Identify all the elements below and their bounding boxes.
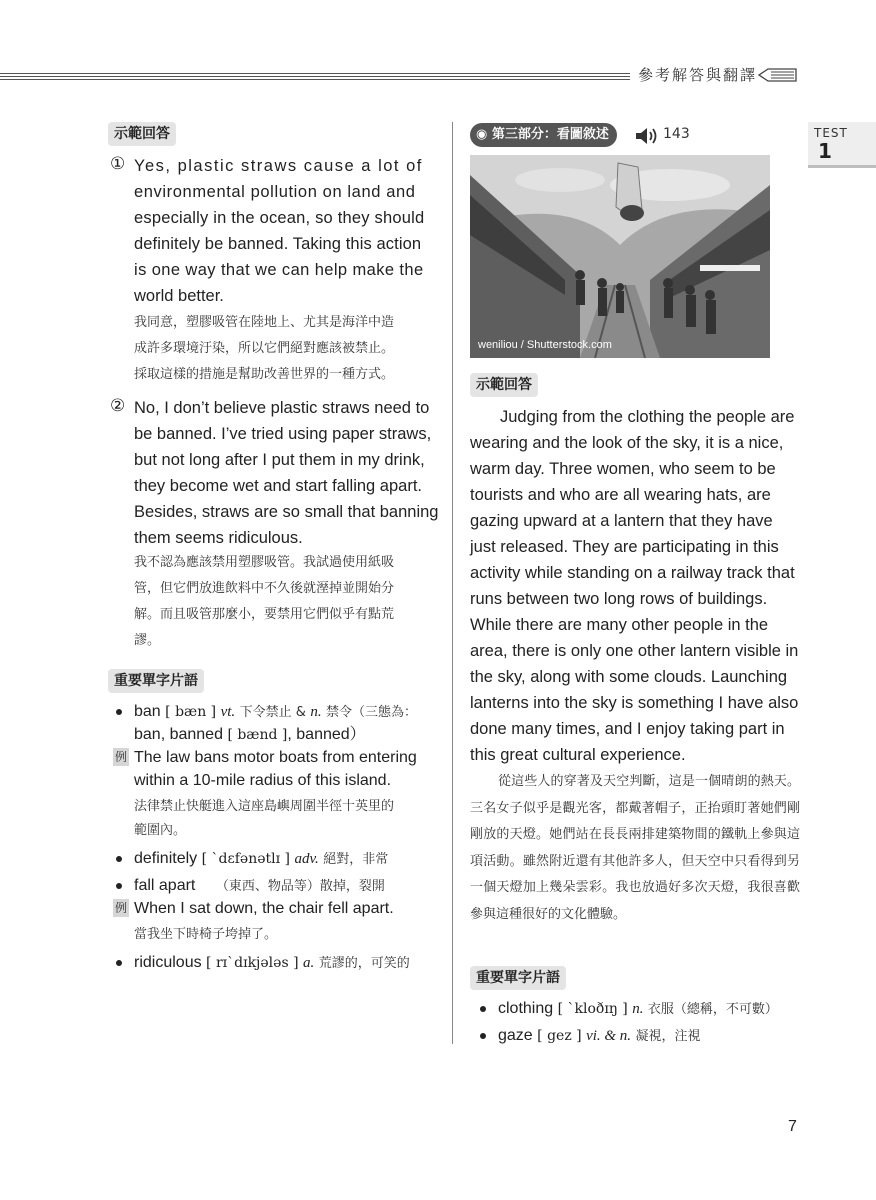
vocab-word: ban bbox=[134, 703, 161, 720]
speaker-icon[interactable] bbox=[634, 126, 660, 146]
example-en: The law bans motor boats from entering bbox=[134, 749, 417, 766]
vocab-forms-text: , banned） bbox=[287, 726, 366, 743]
lantern-photo bbox=[470, 155, 770, 358]
bullet bbox=[116, 883, 122, 889]
vocab-pos: vt. bbox=[220, 704, 236, 720]
vocab-ipa: [ gez ] bbox=[537, 1028, 582, 1044]
example-en: within a 10-mile radius of this island. bbox=[134, 772, 392, 789]
answer-number: ② bbox=[110, 396, 126, 416]
answer-zh-line: 成許多環境汙染，所以它們絕對應該被禁止。 bbox=[134, 341, 395, 356]
answer-en-line: be banned. I’ve tried using paper straws, bbox=[134, 425, 432, 443]
vocab-pos: vi. & n. bbox=[586, 1028, 632, 1044]
answer-zh-line: 解。而且吸管那麼小，要禁用它們似乎有點荒 bbox=[134, 607, 395, 622]
part-label-text: 第三部分：看圖敘述 bbox=[491, 127, 609, 142]
vocab-entry-gaze bbox=[498, 1024, 701, 1048]
answer-en-line: especially in the ocean, so they should bbox=[134, 209, 425, 227]
answer-paragraph-en: Judging from the clothing the people are wearing and the look of the sky, it is a nice, warm day. Three women, who seem to be tourists and who are all wearing hats, are gazing upward at a lantern that they have just released. They are participating in this activity while standing on a railway track that runs between two long rows of buildings. While there are many other people in the area, there is only one other lantern visible in the sky, along with some clouds. Launching lanterns into the sky is something I have also done many times, and I enjoy taking part in this great cultural experience. bbox=[470, 408, 799, 764]
answer-en-line: Besides, straws are so small that banning bbox=[134, 503, 439, 521]
vocab-entry-fall-apart bbox=[134, 874, 385, 898]
page-number: 7 bbox=[788, 1118, 797, 1135]
vocab-entry-clothing bbox=[498, 997, 778, 1021]
vocab-meaning: 荒謬的，可笑的 bbox=[318, 956, 410, 971]
vocab-pos: n. bbox=[632, 1001, 644, 1017]
vocab-entry-ban bbox=[134, 700, 417, 724]
answer-en-line: is one way that we can help make the bbox=[134, 261, 424, 279]
answer-zh-line: 我同意，塑膠吸管在陸地上、尤其是海洋中造 bbox=[134, 315, 395, 330]
vocab-ipa: [ ˋkloðɪŋ ] bbox=[557, 1001, 628, 1017]
answer-zh-line: 採取這樣的措施是幫助改善世界的一種方式。 bbox=[134, 367, 395, 382]
vocab-word: ridiculous bbox=[134, 954, 202, 971]
vocab-meaning: 絕對，非常 bbox=[323, 852, 389, 867]
bullet bbox=[116, 709, 122, 715]
vocab-ipa: [ bæn ] bbox=[165, 704, 217, 720]
answer-en-line: Yes, plastic straws cause a lot of bbox=[134, 157, 423, 175]
answer-paragraph-zh: 從這些人的穿著及天空判斷，這是一個晴朗的熱天。三名女子似乎是觀光客，都戴著帽子，正抬頭盯著她們剛剛放的天燈。她們站在長長兩排建築物間的鐵軌上參與這項活動。雖然附近還有其他許多人，但天空中只看得到另一個天燈加上幾朵雲彩。我也放過好多次天燈，我很喜歡參與這種很好的文化體驗。 bbox=[470, 774, 800, 922]
vocab-meaning: （東西、物品等）散掉，裂開 bbox=[215, 879, 385, 894]
example-en: When I sat down, the chair fell apart. bbox=[134, 900, 394, 917]
answer-en-line: they become wet and start falling apart. bbox=[134, 477, 422, 495]
vocab-ipa: [ rɪˋdɪkjələs ] bbox=[206, 955, 299, 971]
sample-answer-tag: 示範回答 bbox=[108, 122, 176, 146]
photo-credit: weniliou / Shutterstock.com bbox=[478, 339, 612, 351]
example-mark: 例 bbox=[114, 750, 127, 764]
vocab-entry-definitely bbox=[134, 847, 388, 871]
example-zh: 當我坐下時椅子垮掉了。 bbox=[134, 927, 278, 942]
example-zh: 法律禁止快艇進入這座島嶼周圍半徑十英里的 bbox=[134, 799, 395, 814]
vocab-entry-ridiculous bbox=[134, 951, 410, 975]
test-tab-number: 1 bbox=[818, 139, 832, 163]
example-zh: 範圍內。 bbox=[134, 823, 187, 838]
test-tab bbox=[808, 122, 876, 168]
vocab-word: clothing bbox=[498, 1000, 554, 1017]
bullet bbox=[480, 1006, 486, 1012]
bullet bbox=[480, 1033, 486, 1039]
answer-en-line: environmental pollution on land and bbox=[134, 183, 416, 201]
vocab-word: fall apart bbox=[134, 877, 196, 894]
part-three-label bbox=[470, 123, 617, 147]
vocab-meaning: 凝視，注視 bbox=[635, 1029, 701, 1044]
answer-en-line: world better. bbox=[134, 287, 224, 305]
answer-number: ① bbox=[110, 154, 126, 174]
track-number: 143 bbox=[663, 126, 690, 142]
vocab-tag: 重要單字片語 bbox=[108, 669, 204, 693]
answer-zh-line: 謬。 bbox=[134, 633, 161, 648]
column-divider bbox=[452, 122, 453, 1044]
vocab-meaning: 下令禁止 & bbox=[239, 705, 306, 720]
vocab-tag: 重要單字片語 bbox=[470, 966, 566, 990]
vocab-forms-text: ban, banned bbox=[134, 726, 223, 743]
bullet bbox=[116, 960, 122, 966]
answer-en-line: No, I don’t believe plastic straws need to bbox=[134, 399, 430, 417]
bullet bbox=[116, 856, 122, 862]
vocab-forms bbox=[134, 723, 366, 747]
vocab-meaning: 禁令（三態為： bbox=[326, 705, 418, 720]
vocab-pos: a. bbox=[303, 955, 315, 971]
photo-illustration bbox=[470, 155, 770, 358]
answer-en-line: them seems ridiculous. bbox=[134, 529, 303, 547]
answer-en-line: definitely be banned. Taking this action bbox=[134, 235, 422, 253]
vocab-word: gaze bbox=[498, 1027, 533, 1044]
vocab-pos: n. bbox=[310, 704, 322, 720]
pencil-icon bbox=[758, 68, 798, 82]
vocab-ipa: [ ˋdɛfənətlɪ ] bbox=[201, 851, 290, 867]
header-rule bbox=[0, 73, 630, 81]
section-title: 參考解答與翻譯 bbox=[638, 66, 758, 84]
answer-zh-line: 管，但它們放進飲料中不久後就溼掉並開始分 bbox=[134, 581, 395, 596]
answer-en-line: but not long after I put them in my drink, bbox=[134, 451, 425, 469]
sample-answer-tag: 示範回答 bbox=[470, 373, 538, 397]
vocab-meaning: 衣服（總稱，不可數） bbox=[647, 1002, 778, 1017]
answer-zh-line: 我不認為應該禁用塑膠吸管。我試過使用紙吸 bbox=[134, 555, 395, 570]
vocab-word: definitely bbox=[134, 850, 198, 867]
test-tab-label: TEST bbox=[814, 126, 848, 140]
target-icon: ◉ bbox=[476, 127, 492, 142]
vocab-ipa: [ bænd ] bbox=[227, 727, 288, 743]
vocab-pos: adv. bbox=[294, 851, 319, 867]
example-mark: 例 bbox=[114, 901, 127, 915]
